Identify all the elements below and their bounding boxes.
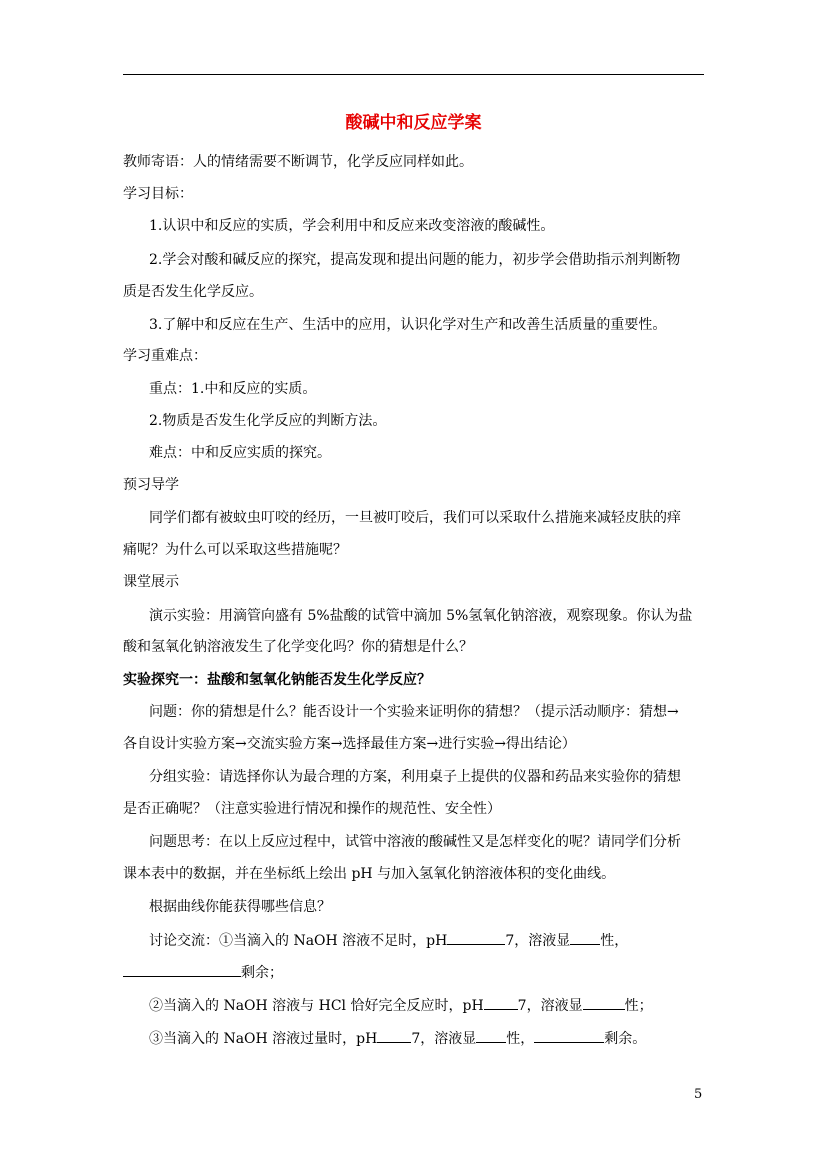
discussion-1-text-a: 讨论交流：①当滴入的 NaOH 溶液不足时，pH: [149, 933, 448, 949]
objective-2-line-2: 质是否发生化学反应。: [123, 284, 263, 300]
objective-2-line-1: 2.学会对酸和碱反应的探究，提高发现和提出问题的能力，初步学会借助指示剂判断物: [149, 252, 681, 268]
preview-text-line-2: 痛呢？为什么可以采取这些措施呢？: [123, 542, 347, 558]
discussion-1-text-b: 7，溶液显: [505, 933, 571, 949]
fill-blank[interactable]: [583, 995, 625, 1010]
difficult-point: 难点：中和反应实质的探究。: [149, 445, 331, 461]
fill-blank[interactable]: [484, 995, 518, 1010]
preview-text-line-1: 同学们都有被蚊虫叮咬的经历，一旦被叮咬后，我们可以采取什么措施来减轻皮肤的痒: [149, 510, 681, 526]
teacher-message: 教师寄语：人的情绪需要不断调节，化学反应同样如此。: [123, 154, 473, 170]
discussion-2-text-a: ②当滴入的 NaOH 溶液与 HCl 恰好完全反应时，pH: [149, 998, 484, 1014]
discussion-3-text-c: 性，: [506, 1031, 535, 1047]
discussion-3-text-d: 剩余。: [604, 1031, 647, 1047]
header-rule: [123, 74, 704, 75]
experiment-heading: 实验探究一：盐酸和氢氧化钠能否发生化学反应？: [123, 672, 431, 688]
fill-blank[interactable]: [476, 1028, 506, 1043]
section-heading-key-points: 学习重难点：: [123, 348, 207, 364]
discussion-3-text-b: 7，溶液显: [411, 1031, 477, 1047]
objective-1: 1.认识中和反应的实质，学会利用中和反应来改变溶液的酸碱性。: [149, 218, 555, 234]
question-line-2: 各自设计实验方案→交流实验方案→选择最佳方案→进行实验→得出结论）: [123, 736, 576, 752]
fill-blank[interactable]: [447, 930, 505, 945]
group-experiment-line-2: 是否正确呢？（注意实验进行情况和操作的规范性、安全性）: [123, 801, 501, 817]
question-line-1: 问题：你的猜想是什么？能否设计一个实验来证明你的猜想？（提示活动顺序：猜想→: [149, 704, 679, 720]
discussion-item-3: [149, 1028, 646, 1049]
fill-blank[interactable]: [570, 930, 600, 945]
key-point-2: 2.物质是否发生化学反应的判断方法。: [149, 413, 387, 429]
page-title: 酸碱中和反应学案: [345, 113, 482, 133]
discussion-item-2: [149, 995, 653, 1016]
curve-info-question: 根据曲线你能获得哪些信息？: [149, 899, 331, 915]
section-heading-class: 课堂展示: [123, 574, 179, 590]
fill-blank[interactable]: [123, 962, 241, 977]
fill-blank[interactable]: [534, 1028, 604, 1043]
discussion-3-text-a: ③当滴入的 NaOH 溶液过量时，pH: [149, 1031, 378, 1047]
section-heading-objectives: 学习目标：: [123, 186, 193, 202]
objective-3: 3.了解中和反应在生产、生活中的应用，认识化学对生产和改善生活质量的重要性。: [149, 317, 667, 333]
thinking-line-1: 问题思考：在以上反应过程中，试管中溶液的酸碱性又是怎样变化的呢？请同学们分析: [149, 834, 681, 850]
discussion-item-1-cont: [123, 962, 283, 983]
discussion-1-text-d: 剩余；: [241, 965, 283, 981]
discussion-item-1: [149, 930, 628, 951]
demo-experiment-line-2: 酸和氢氧化钠溶液发生了化学变化吗？你的猜想是什么？: [123, 639, 473, 655]
section-heading-preview: 预习导学: [123, 477, 179, 493]
demo-experiment-line-1: 演示实验：用滴管向盛有 5%盐酸的试管中滴加 5%氢氧化钠溶液，观察现象。你认为盐: [149, 608, 693, 624]
discussion-2-text-b: 7，溶液显: [517, 998, 583, 1014]
discussion-2-text-c: 性；: [624, 998, 653, 1014]
discussion-1-text-c: 性，: [600, 933, 629, 949]
fill-blank[interactable]: [377, 1028, 411, 1043]
key-point-1: 重点：1.中和反应的实质。: [149, 381, 317, 397]
group-experiment-line-1: 分组实验：请选择你认为最合理的方案，利用桌子上提供的仪器和药品来实验你的猜想: [149, 769, 681, 785]
thinking-line-2: 课本表中的数据，并在坐标纸上绘出 pH 与加入氢氧化钠溶液体积的变化曲线。: [123, 866, 616, 882]
page-number: 5: [694, 1087, 703, 1102]
